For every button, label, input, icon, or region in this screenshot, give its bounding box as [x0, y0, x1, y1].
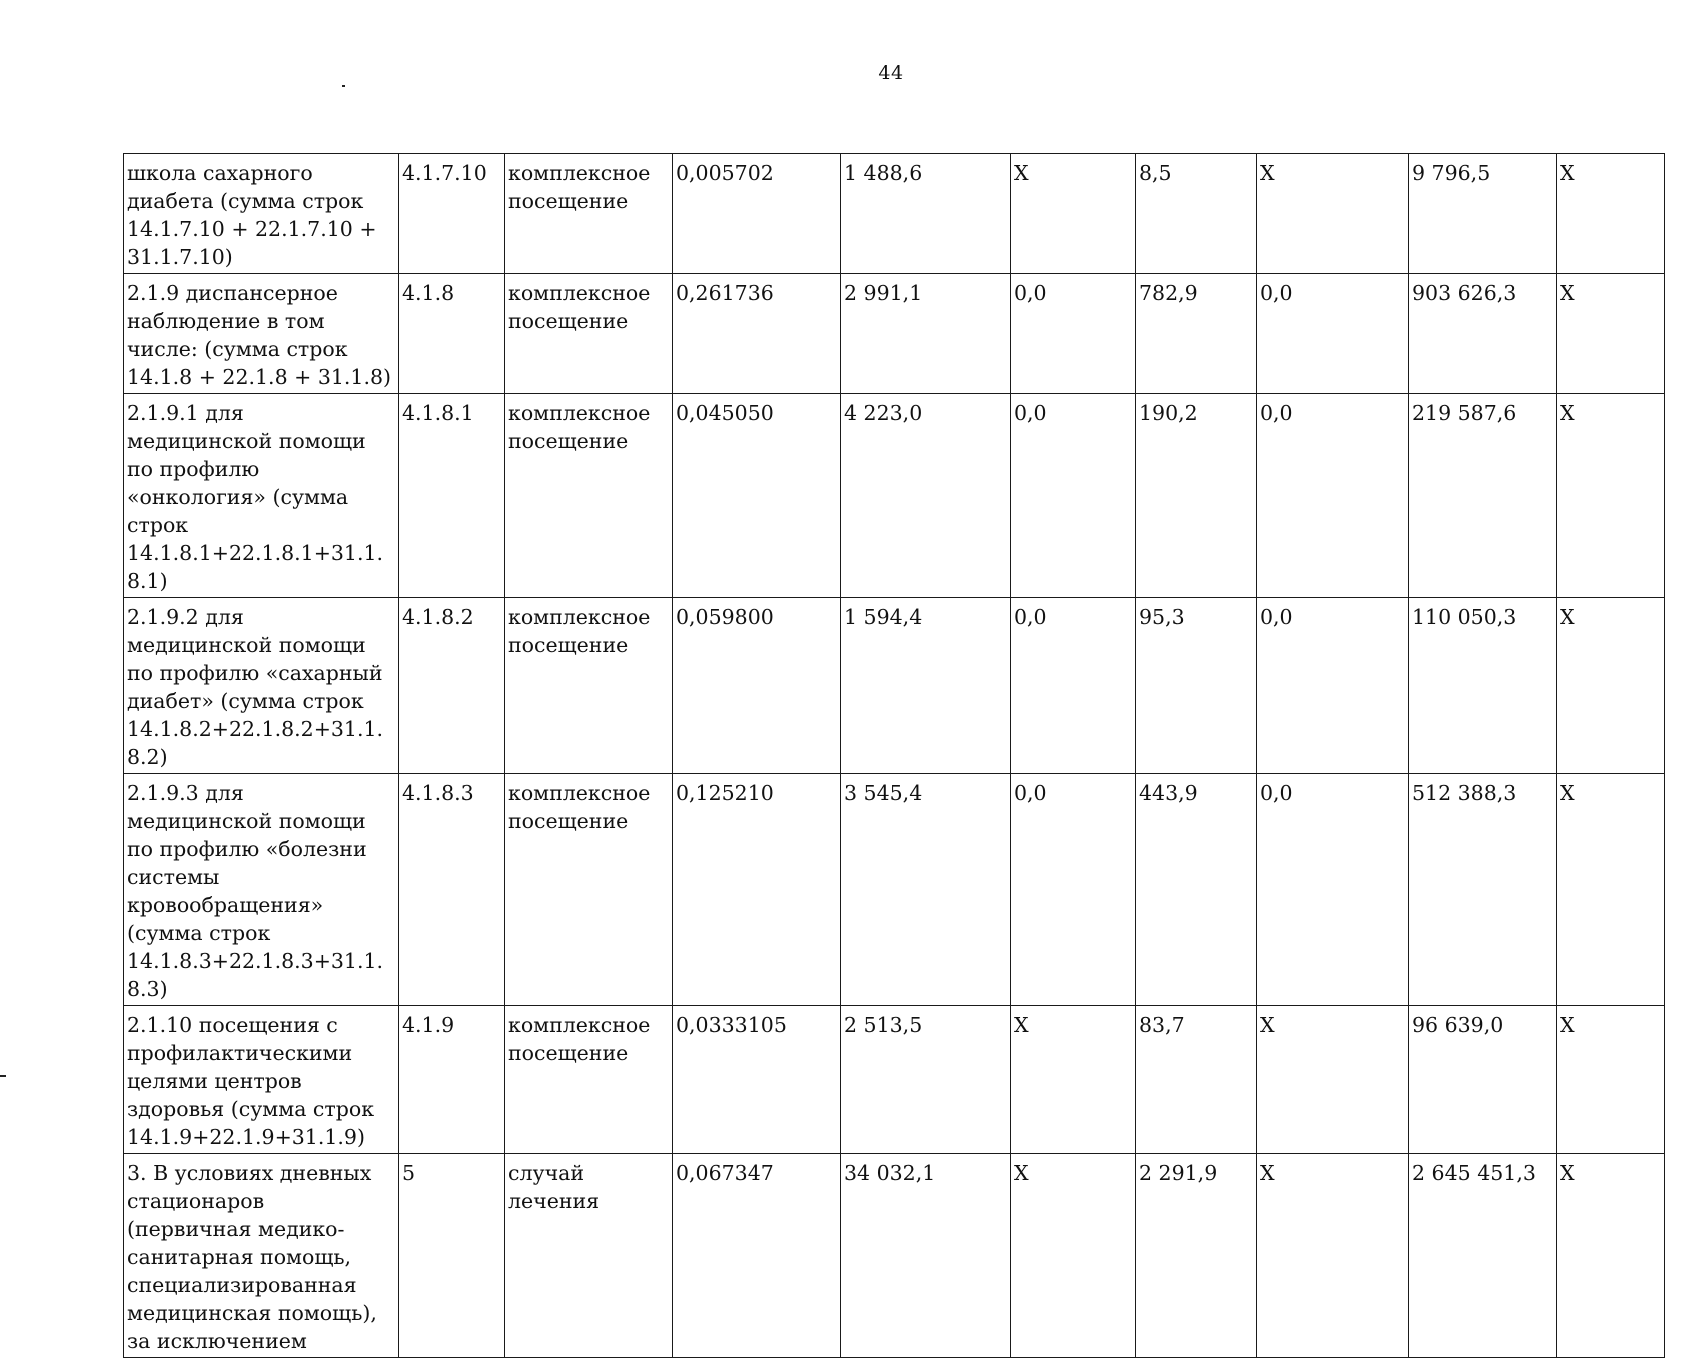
row-unit-cell: случай лечения — [505, 1154, 673, 1358]
row-col9-cell: 110 050,3 — [1409, 598, 1557, 774]
row-col10-cell: X — [1557, 394, 1665, 598]
row-norm-cell: 0,0333105 — [673, 1006, 841, 1154]
row-col8-cell: 0,0 — [1257, 394, 1409, 598]
row-col7-cell: 83,7 — [1136, 1006, 1257, 1154]
table-row — [124, 1006, 1665, 1154]
row-cost-cell: 2 991,1 — [841, 274, 1011, 394]
table-row — [124, 774, 1665, 1006]
row-cost-cell: 4 223,0 — [841, 394, 1011, 598]
row-col7-cell: 782,9 — [1136, 274, 1257, 394]
row-name-cell: 2.1.9.1 для медицинской помощи по профилю «онкология» (сумма строк 14.1.8.1+22.1.8.1+31.1.8.1) — [124, 394, 399, 598]
row-norm-cell: 0,125210 — [673, 774, 841, 1006]
row-name-cell: 2.1.9.2 для медицинской помощи по профилю «сахарный диабет» (сумма строк 14.1.8.2+22.1.8.2+31.1.8.2) — [124, 598, 399, 774]
page-number: 44 — [878, 62, 904, 84]
row-cost-cell: 3 545,4 — [841, 774, 1011, 1006]
row-col10-cell: X — [1557, 154, 1665, 274]
table-row — [124, 154, 1665, 274]
row-norm-cell: 0,045050 — [673, 394, 841, 598]
indicators-table — [123, 153, 1665, 1358]
row-unit-cell: комплексное посещение — [505, 1006, 673, 1154]
row-col9-cell: 9 796,5 — [1409, 154, 1557, 274]
row-col7-cell: 443,9 — [1136, 774, 1257, 1006]
row-col10-cell: X — [1557, 598, 1665, 774]
row-name-cell: школа сахарного диабета (сумма строк 14.1.7.10 + 22.1.7.10 + 31.1.7.10) — [124, 154, 399, 274]
row-norm-cell: 0,261736 — [673, 274, 841, 394]
row-code-cell: 5 — [399, 1154, 505, 1358]
row-cost-cell: 1 594,4 — [841, 598, 1011, 774]
row-col9-cell: 903 626,3 — [1409, 274, 1557, 394]
row-unit-cell: комплексное посещение — [505, 598, 673, 774]
row-col9-cell: 219 587,6 — [1409, 394, 1557, 598]
row-col7-cell: 2 291,9 — [1136, 1154, 1257, 1358]
row-name-cell: 2.1.9.3 для медицинской помощи по профилю «болезни системы кровообращения» (сумма строк 14.1.8.3+22.1.8.3+31.1.8.3) — [124, 774, 399, 1006]
row-cost-cell: 34 032,1 — [841, 1154, 1011, 1358]
scan-artifact-dot — [342, 85, 345, 87]
row-col7-cell: 95,3 — [1136, 598, 1257, 774]
row-col10-cell: X — [1557, 774, 1665, 1006]
row-cost-cell: 2 513,5 — [841, 1006, 1011, 1154]
row-col10-cell: X — [1557, 1154, 1665, 1358]
scan-artifact-dot — [0, 1075, 6, 1077]
table-row — [124, 598, 1665, 774]
table-row — [124, 1154, 1665, 1358]
row-code-cell: 4.1.7.10 — [399, 154, 505, 274]
row-unit-cell: комплексное посещение — [505, 274, 673, 394]
row-name-cell: 3. В условиях дневных стационаров (первичная медико-санитарная помощь, специализированная медицинская помощь), за исключением — [124, 1154, 399, 1358]
row-col9-cell: 512 388,3 — [1409, 774, 1557, 1006]
table-row — [124, 394, 1665, 598]
row-col6-cell: 0,0 — [1011, 774, 1136, 1006]
row-col8-cell: X — [1257, 1006, 1409, 1154]
row-col6-cell: 0,0 — [1011, 274, 1136, 394]
row-norm-cell: 0,067347 — [673, 1154, 841, 1358]
row-col7-cell: 190,2 — [1136, 394, 1257, 598]
table-row — [124, 274, 1665, 394]
row-unit-cell: комплексное посещение — [505, 154, 673, 274]
row-col8-cell: X — [1257, 1154, 1409, 1358]
row-col6-cell: X — [1011, 154, 1136, 274]
row-cost-cell: 1 488,6 — [841, 154, 1011, 274]
row-col8-cell: 0,0 — [1257, 598, 1409, 774]
row-code-cell: 4.1.8.1 — [399, 394, 505, 598]
row-col8-cell: 0,0 — [1257, 274, 1409, 394]
row-col6-cell: X — [1011, 1154, 1136, 1358]
row-norm-cell: 0,059800 — [673, 598, 841, 774]
row-code-cell: 4.1.8 — [399, 274, 505, 394]
row-code-cell: 4.1.8.2 — [399, 598, 505, 774]
row-col10-cell: X — [1557, 274, 1665, 394]
row-col8-cell: 0,0 — [1257, 774, 1409, 1006]
row-col9-cell: 2 645 451,3 — [1409, 1154, 1557, 1358]
row-name-cell: 2.1.9 диспансерное наблюдение в том числе: (сумма строк 14.1.8 + 22.1.8 + 31.1.8) — [124, 274, 399, 394]
row-unit-cell: комплексное посещение — [505, 394, 673, 598]
row-col6-cell: X — [1011, 1006, 1136, 1154]
row-norm-cell: 0,005702 — [673, 154, 841, 274]
row-col6-cell: 0,0 — [1011, 394, 1136, 598]
row-name-cell: 2.1.10 посещения с профилактическими целями центров здоровья (сумма строк 14.1.9+22.1.9+31.1.9) — [124, 1006, 399, 1154]
row-code-cell: 4.1.8.3 — [399, 774, 505, 1006]
row-col10-cell: X — [1557, 1006, 1665, 1154]
row-col9-cell: 96 639,0 — [1409, 1006, 1557, 1154]
row-col8-cell: X — [1257, 154, 1409, 274]
row-code-cell: 4.1.9 — [399, 1006, 505, 1154]
row-unit-cell: комплексное посещение — [505, 774, 673, 1006]
row-col6-cell: 0,0 — [1011, 598, 1136, 774]
row-col7-cell: 8,5 — [1136, 154, 1257, 274]
